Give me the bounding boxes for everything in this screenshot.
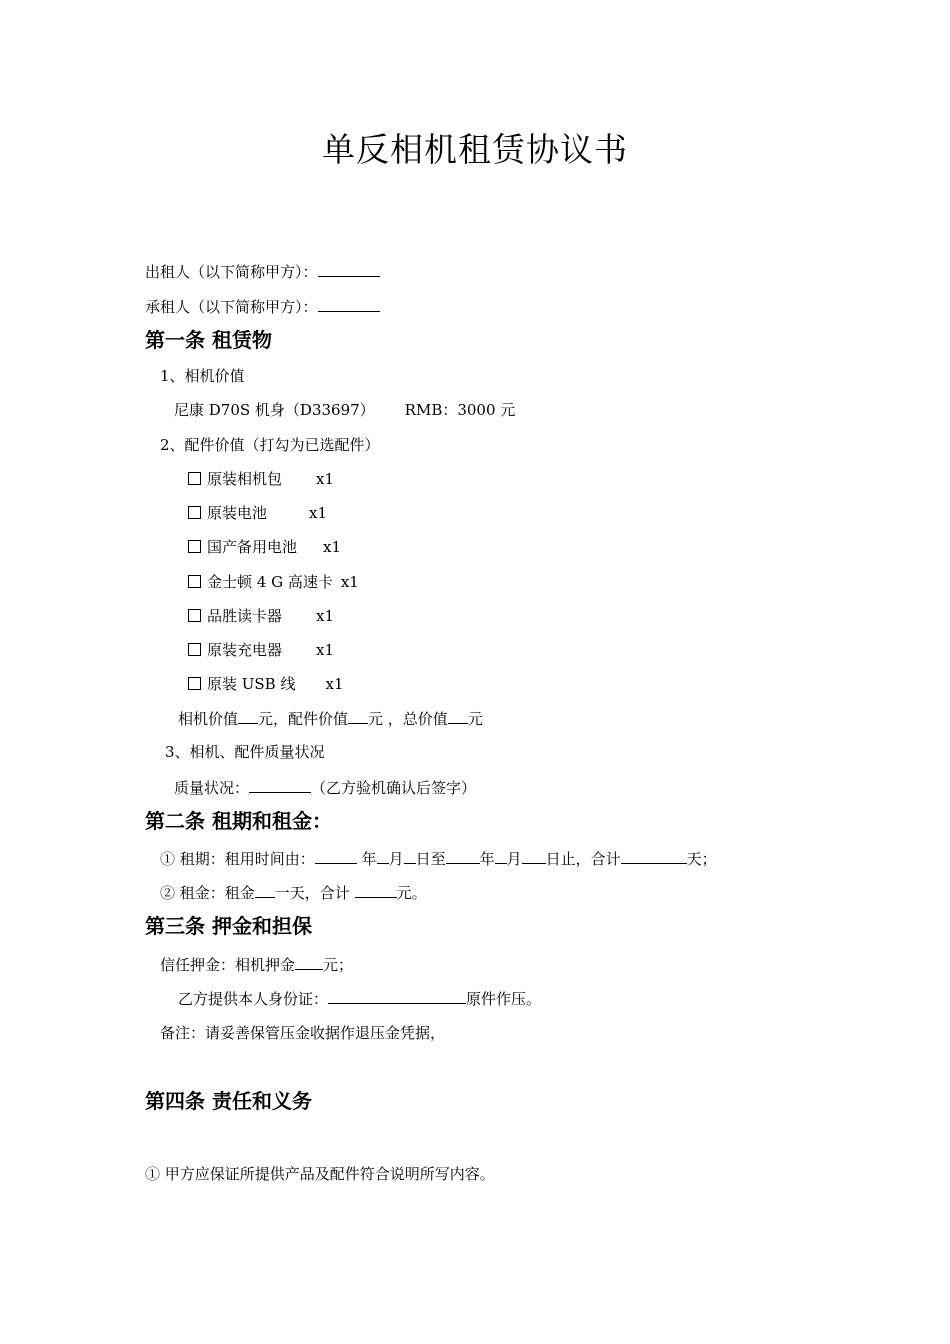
accessory-value-label: 元，配件价值 bbox=[258, 710, 349, 728]
quality-line bbox=[174, 777, 476, 798]
term-total-blank[interactable] bbox=[621, 848, 687, 864]
accessory-checkbox[interactable] bbox=[188, 609, 201, 622]
term-total-label: 日止，合计 bbox=[545, 850, 621, 868]
article-2-heading: 第二条 租期和租金： bbox=[145, 809, 332, 833]
term-label: ① 租期：租用时间由： bbox=[160, 850, 315, 868]
lessee-blank[interactable] bbox=[318, 296, 380, 312]
accessory-item bbox=[188, 606, 334, 626]
lessee-label: 承租人（以下简称甲方）： bbox=[145, 298, 318, 316]
accessory-name: 金士顿 4 G 高速卡 bbox=[207, 573, 333, 591]
accessory-item bbox=[188, 469, 334, 489]
idcard-blank[interactable] bbox=[328, 988, 466, 1004]
accessory-name: 原装相机包 bbox=[207, 470, 283, 488]
term-end-day-blank[interactable] bbox=[522, 848, 546, 864]
total-value-label: 元 ，总价值 bbox=[368, 710, 448, 728]
term-to-label: 日至 bbox=[415, 850, 446, 868]
accessory-item bbox=[188, 640, 334, 660]
deposit-note: 备注：请妥善保管压金收据作退压金凭据， bbox=[160, 1024, 446, 1042]
term-end-year-blank[interactable] bbox=[446, 848, 480, 864]
rent-label: ② 租金：租金 bbox=[160, 884, 255, 902]
term-month-label: 月 bbox=[388, 850, 404, 868]
deposit-blank[interactable] bbox=[295, 954, 323, 970]
accessory-checkbox[interactable] bbox=[188, 575, 201, 588]
total-value-line bbox=[178, 708, 483, 729]
accessory-qty: x1 bbox=[340, 573, 359, 591]
accessory-qty: x1 bbox=[323, 538, 342, 556]
camera-row bbox=[174, 400, 515, 420]
accessory-checkbox[interactable] bbox=[188, 677, 201, 690]
accessory-name: 原装充电器 bbox=[207, 641, 283, 659]
accessory-item bbox=[188, 503, 327, 523]
article-1-heading: 第一条 租赁物 bbox=[145, 328, 272, 352]
idcard-suffix: 原件作压。 bbox=[466, 990, 542, 1008]
term-end-year-label: 年 bbox=[479, 850, 495, 868]
term-year-label: 年 bbox=[356, 850, 377, 868]
deposit-label: 信任押金：相机押金 bbox=[160, 956, 296, 974]
rent-per-day-blank[interactable] bbox=[255, 882, 275, 898]
camera-value-label: 相机价值 bbox=[178, 710, 239, 728]
accessory-item bbox=[188, 674, 344, 694]
idcard-label: 乙方提供本人身份证： bbox=[178, 990, 329, 1008]
camera-name: 尼康 D70S 机身（D33697） bbox=[174, 401, 375, 419]
accessory-name: 品胜读卡器 bbox=[207, 607, 283, 625]
quality-note: （乙方验机确认后签字） bbox=[311, 779, 477, 797]
accessory-checkbox[interactable] bbox=[188, 643, 201, 656]
lessor-label: 出租人（以下简称甲方）： bbox=[145, 263, 318, 281]
quality-subtitle: 3、相机、配件质量状况 bbox=[165, 743, 325, 761]
accessory-item bbox=[188, 572, 359, 592]
rent-line bbox=[160, 882, 427, 903]
total-value-unit: 元 bbox=[467, 710, 483, 728]
article-4-heading: 第四条 责任和义务 bbox=[145, 1089, 312, 1113]
accessory-checkbox[interactable] bbox=[188, 472, 201, 485]
term-start-year-blank[interactable] bbox=[315, 848, 357, 864]
deposit-line bbox=[160, 954, 353, 975]
rent-unit: 元。 bbox=[396, 884, 427, 902]
accessory-checkbox[interactable] bbox=[188, 540, 201, 553]
accessory-checkbox[interactable] bbox=[188, 506, 201, 519]
lessee-line bbox=[145, 296, 380, 317]
rent-total-blank[interactable] bbox=[355, 882, 397, 898]
article-4-clause-1: ① 甲方应保证所提供产品及配件符合说明所写内容。 bbox=[145, 1165, 495, 1183]
camera-price: RMB：3000 元 bbox=[404, 401, 516, 419]
term-start-month-blank[interactable] bbox=[377, 848, 389, 864]
accessory-qty: x1 bbox=[316, 470, 335, 488]
camera-value-blank[interactable] bbox=[238, 708, 258, 724]
accessory-name: 原装电池 bbox=[207, 504, 268, 522]
accessory-qty: x1 bbox=[325, 675, 344, 693]
term-end-month-blank[interactable] bbox=[495, 848, 507, 864]
idcard-line bbox=[178, 988, 541, 1009]
term-start-day-blank[interactable] bbox=[404, 848, 416, 864]
term-line bbox=[160, 848, 717, 869]
accessory-name: 国产备用电池 bbox=[207, 538, 298, 556]
lessor-line bbox=[145, 261, 380, 282]
accessory-item bbox=[188, 537, 341, 557]
accessory-value-subtitle: 2、配件价值（打勾为已选配件） bbox=[160, 436, 380, 454]
accessory-name: 原装 USB 线 bbox=[207, 675, 296, 693]
accessory-qty: x1 bbox=[309, 504, 328, 522]
total-value-blank[interactable] bbox=[448, 708, 468, 724]
deposit-unit: 元； bbox=[323, 956, 354, 974]
quality-label: 质量状况： bbox=[174, 779, 250, 797]
accessory-value-blank[interactable] bbox=[348, 708, 368, 724]
document-title: 单反相机租赁协议书 bbox=[322, 130, 628, 169]
lessor-blank[interactable] bbox=[318, 261, 380, 277]
camera-value-subtitle: 1、相机价值 bbox=[160, 367, 245, 385]
term-end-month-label: 月 bbox=[506, 850, 522, 868]
accessory-qty: x1 bbox=[316, 607, 335, 625]
quality-blank[interactable] bbox=[249, 777, 311, 793]
accessory-qty: x1 bbox=[316, 641, 335, 659]
article-3-heading: 第三条 押金和担保 bbox=[145, 914, 312, 938]
term-days-label: 天； bbox=[686, 850, 717, 868]
rent-total-label: 一天，合计 bbox=[274, 884, 355, 902]
